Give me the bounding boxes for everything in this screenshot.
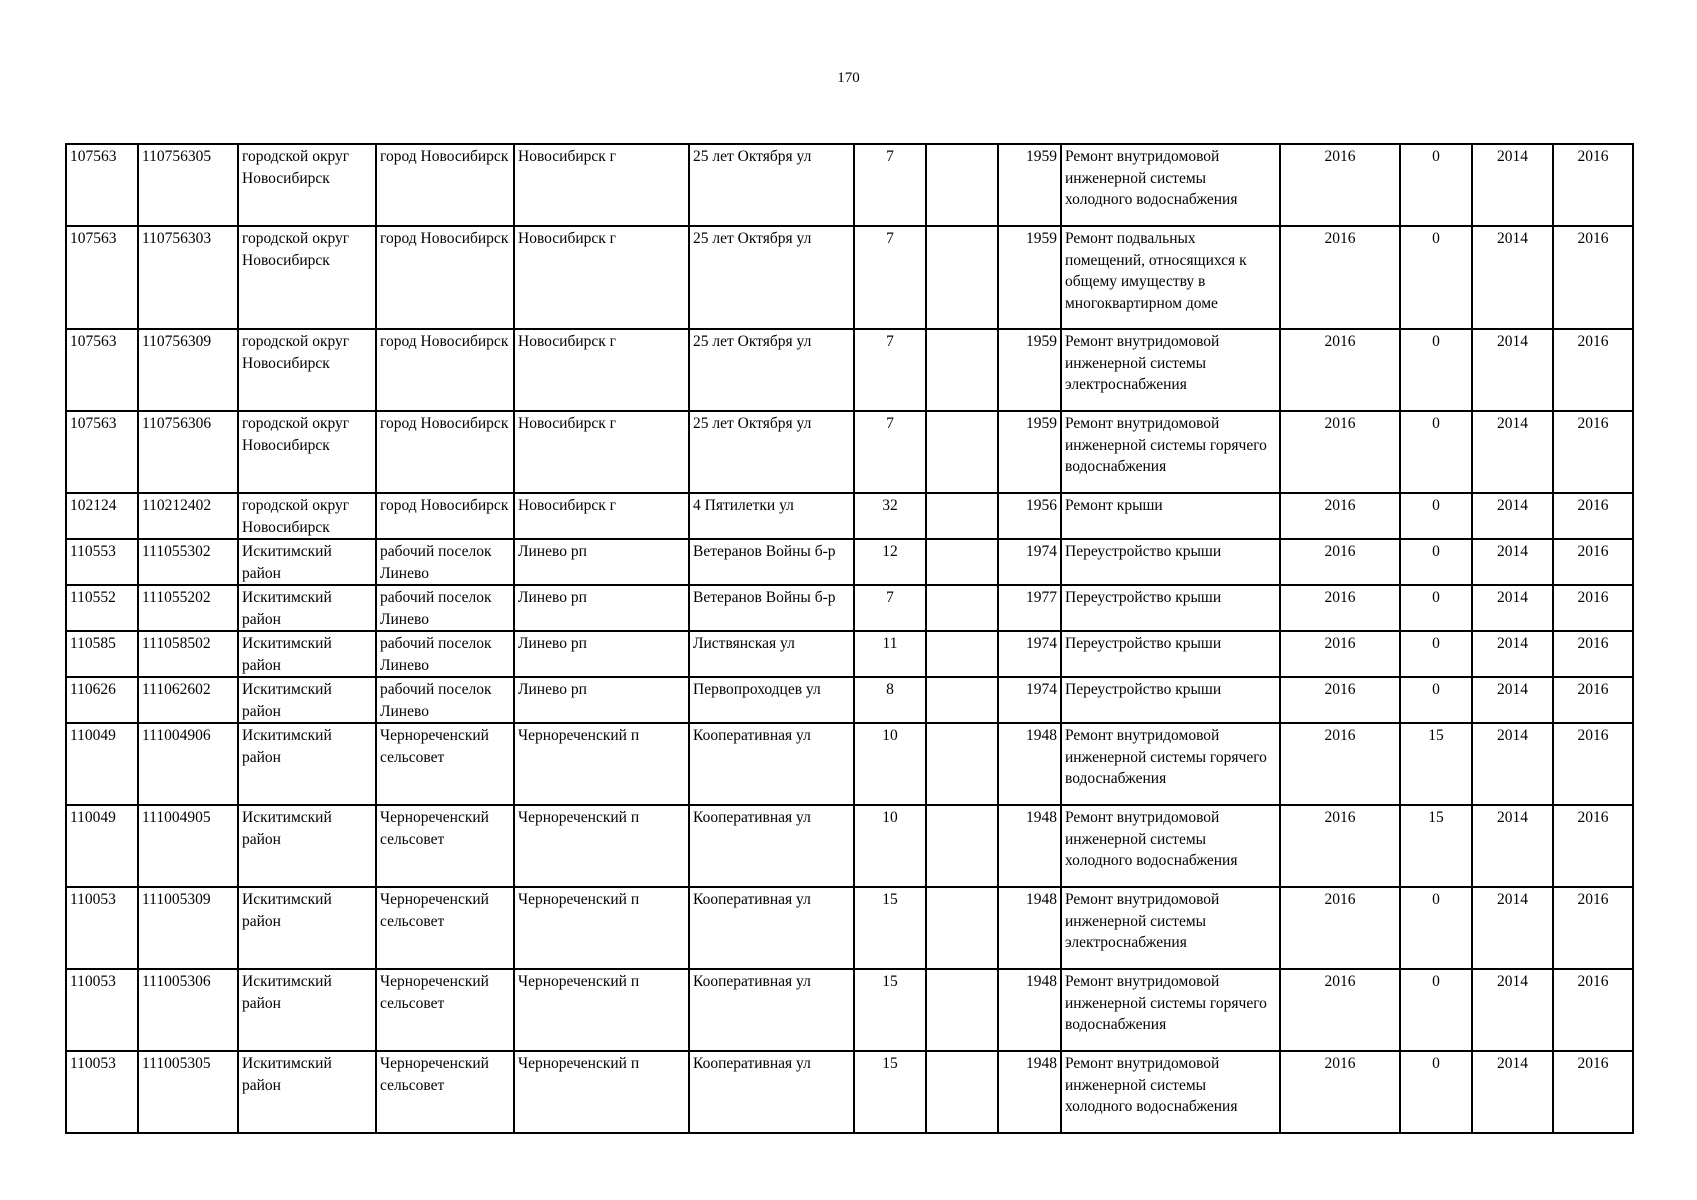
table-row — [66, 677, 1633, 723]
cell-period-start: 2014 — [1472, 723, 1553, 805]
cell-plan-year: 2016 — [1280, 585, 1400, 631]
cell-work-type: Ремонт внутридомовой инженерной системы холодного водоснабжения — [1061, 1051, 1280, 1133]
table-row — [66, 887, 1633, 969]
cell-plan-year: 2016 — [1280, 493, 1400, 539]
cell-settlement: город Новосибирск — [376, 411, 514, 493]
cell-year-built: 1956 — [998, 493, 1061, 539]
table-row — [66, 1051, 1633, 1133]
cell-house-number: 7 — [854, 585, 926, 631]
cell-object-id: 111055202 — [138, 585, 238, 631]
cell-house-id: 110553 — [66, 539, 138, 585]
cell-period-end: 2016 — [1553, 329, 1633, 411]
cell-house-id: 107563 — [66, 329, 138, 411]
registry-table — [65, 143, 1634, 1134]
cell-settlement: город Новосибирск — [376, 144, 514, 226]
cell-period-start: 2014 — [1472, 226, 1553, 329]
cell-street: 4 Пятилетки ул — [689, 493, 854, 539]
cell-street: Кооперативная ул — [689, 805, 854, 887]
cell-house-number: 15 — [854, 1051, 926, 1133]
cell-house-id: 110053 — [66, 969, 138, 1051]
cell-building — [926, 805, 998, 887]
cell-municipal-district: Искитимский район — [238, 1051, 376, 1133]
cell-building — [926, 677, 998, 723]
cell-period-end: 2016 — [1553, 539, 1633, 585]
cell-settlement: город Новосибирск — [376, 226, 514, 329]
cell-locality: Линево рп — [514, 677, 689, 723]
table-body — [66, 144, 1633, 1133]
cell-house-number: 11 — [854, 631, 926, 677]
cell-house-id: 110049 — [66, 723, 138, 805]
cell-street: Первопроходцев ул — [689, 677, 854, 723]
cell-settlement: город Новосибирск — [376, 493, 514, 539]
cell-settlement: Чернореченский сельсовет — [376, 969, 514, 1051]
cell-municipal-district: городской округ Новосибирск — [238, 411, 376, 493]
cell-municipal-district: Искитимский район — [238, 887, 376, 969]
cell-locality: Чернореченский п — [514, 887, 689, 969]
cell-flag-value: 0 — [1400, 144, 1472, 226]
cell-period-end: 2016 — [1553, 677, 1633, 723]
cell-object-id: 111004905 — [138, 805, 238, 887]
table-row — [66, 723, 1633, 805]
cell-plan-year: 2016 — [1280, 329, 1400, 411]
cell-plan-year: 2016 — [1280, 805, 1400, 887]
cell-municipal-district: Искитимский район — [238, 631, 376, 677]
cell-flag-value: 0 — [1400, 411, 1472, 493]
table-row — [66, 493, 1633, 539]
cell-flag-value: 0 — [1400, 969, 1472, 1051]
cell-street: Кооперативная ул — [689, 887, 854, 969]
cell-building — [926, 329, 998, 411]
cell-house-id: 102124 — [66, 493, 138, 539]
cell-street: Ветеранов Войны б-р — [689, 585, 854, 631]
cell-year-built: 1948 — [998, 969, 1061, 1051]
cell-locality: Новосибирск г — [514, 226, 689, 329]
cell-municipal-district: городской округ Новосибирск — [238, 329, 376, 411]
cell-settlement: рабочий поселок Линево — [376, 585, 514, 631]
cell-period-start: 2014 — [1472, 539, 1553, 585]
table-row — [66, 411, 1633, 493]
cell-period-end: 2016 — [1553, 805, 1633, 887]
table-row — [66, 226, 1633, 329]
cell-house-number: 7 — [854, 144, 926, 226]
cell-house-id: 110053 — [66, 887, 138, 969]
cell-period-start: 2014 — [1472, 329, 1553, 411]
cell-locality: Чернореченский п — [514, 1051, 689, 1133]
cell-street: 25 лет Октября ул — [689, 144, 854, 226]
cell-period-start: 2014 — [1472, 411, 1553, 493]
cell-plan-year: 2016 — [1280, 887, 1400, 969]
cell-house-number: 15 — [854, 887, 926, 969]
cell-street: Листвянская ул — [689, 631, 854, 677]
cell-flag-value: 0 — [1400, 887, 1472, 969]
cell-object-id: 110756306 — [138, 411, 238, 493]
cell-street: Ветеранов Войны б-р — [689, 539, 854, 585]
cell-locality: Чернореченский п — [514, 969, 689, 1051]
cell-building — [926, 1051, 998, 1133]
cell-period-start: 2014 — [1472, 1051, 1553, 1133]
cell-work-type: Ремонт внутридомовой инженерной системы горячего водоснабжения — [1061, 723, 1280, 805]
cell-building — [926, 411, 998, 493]
cell-plan-year: 2016 — [1280, 1051, 1400, 1133]
cell-work-type: Ремонт внутридомовой инженерной системы холодного водоснабжения — [1061, 805, 1280, 887]
cell-house-id: 110049 — [66, 805, 138, 887]
cell-house-id: 110626 — [66, 677, 138, 723]
cell-object-id: 111055302 — [138, 539, 238, 585]
cell-locality: Чернореченский п — [514, 805, 689, 887]
cell-street: 25 лет Октября ул — [689, 329, 854, 411]
cell-municipal-district: Искитимский район — [238, 805, 376, 887]
cell-year-built: 1974 — [998, 539, 1061, 585]
cell-flag-value: 0 — [1400, 1051, 1472, 1133]
cell-year-built: 1959 — [998, 329, 1061, 411]
cell-street: Кооперативная ул — [689, 969, 854, 1051]
cell-street: 25 лет Октября ул — [689, 411, 854, 493]
cell-plan-year: 2016 — [1280, 969, 1400, 1051]
cell-house-number: 7 — [854, 329, 926, 411]
cell-locality: Новосибирск г — [514, 411, 689, 493]
page-number: 170 — [837, 70, 860, 86]
cell-locality: Новосибирск г — [514, 144, 689, 226]
cell-plan-year: 2016 — [1280, 539, 1400, 585]
cell-work-type: Ремонт внутридомовой инженерной системы электроснабжения — [1061, 887, 1280, 969]
cell-house-number: 32 — [854, 493, 926, 539]
table-row — [66, 631, 1633, 677]
cell-plan-year: 2016 — [1280, 631, 1400, 677]
cell-period-end: 2016 — [1553, 144, 1633, 226]
cell-house-id: 107563 — [66, 226, 138, 329]
cell-year-built: 1974 — [998, 631, 1061, 677]
cell-house-number: 15 — [854, 969, 926, 1051]
cell-street: Кооперативная ул — [689, 723, 854, 805]
cell-house-number: 12 — [854, 539, 926, 585]
cell-municipal-district: городской округ Новосибирск — [238, 226, 376, 329]
cell-flag-value: 0 — [1400, 493, 1472, 539]
cell-building — [926, 723, 998, 805]
cell-building — [926, 226, 998, 329]
table-row — [66, 329, 1633, 411]
cell-settlement: Чернореченский сельсовет — [376, 723, 514, 805]
cell-work-type: Переустройство крыши — [1061, 539, 1280, 585]
table-row — [66, 585, 1633, 631]
cell-year-built: 1948 — [998, 1051, 1061, 1133]
cell-period-end: 2016 — [1553, 969, 1633, 1051]
cell-object-id: 110756309 — [138, 329, 238, 411]
cell-building — [926, 969, 998, 1051]
cell-period-start: 2014 — [1472, 887, 1553, 969]
cell-work-type: Ремонт внутридомовой инженерной системы электроснабжения — [1061, 329, 1280, 411]
cell-work-type: Ремонт крыши — [1061, 493, 1280, 539]
cell-work-type: Ремонт внутридомовой инженерной системы горячего водоснабжения — [1061, 969, 1280, 1051]
cell-building — [926, 585, 998, 631]
cell-flag-value: 0 — [1400, 677, 1472, 723]
cell-plan-year: 2016 — [1280, 226, 1400, 329]
cell-period-end: 2016 — [1553, 493, 1633, 539]
cell-plan-year: 2016 — [1280, 144, 1400, 226]
cell-period-end: 2016 — [1553, 631, 1633, 677]
cell-work-type: Ремонт подвальных помещений, относящихся к общему имуществу в многоквартирном доме — [1061, 226, 1280, 329]
cell-work-type: Переустройство крыши — [1061, 677, 1280, 723]
cell-flag-value: 0 — [1400, 539, 1472, 585]
cell-year-built: 1948 — [998, 723, 1061, 805]
table-row — [66, 805, 1633, 887]
cell-year-built: 1977 — [998, 585, 1061, 631]
cell-house-number: 8 — [854, 677, 926, 723]
table-row — [66, 539, 1633, 585]
cell-locality: Линево рп — [514, 631, 689, 677]
cell-flag-value: 0 — [1400, 226, 1472, 329]
cell-house-id: 110552 — [66, 585, 138, 631]
cell-house-number: 7 — [854, 411, 926, 493]
cell-object-id: 111004906 — [138, 723, 238, 805]
cell-street: Кооперативная ул — [689, 1051, 854, 1133]
cell-settlement: Чернореченский сельсовет — [376, 887, 514, 969]
cell-locality: Линево рп — [514, 585, 689, 631]
cell-flag-value: 0 — [1400, 329, 1472, 411]
cell-year-built: 1959 — [998, 144, 1061, 226]
cell-building — [926, 144, 998, 226]
cell-municipal-district: Искитимский район — [238, 585, 376, 631]
cell-period-end: 2016 — [1553, 411, 1633, 493]
cell-period-end: 2016 — [1553, 887, 1633, 969]
cell-plan-year: 2016 — [1280, 677, 1400, 723]
cell-settlement: рабочий поселок Линево — [376, 677, 514, 723]
cell-plan-year: 2016 — [1280, 411, 1400, 493]
cell-period-start: 2014 — [1472, 677, 1553, 723]
cell-house-number: 10 — [854, 805, 926, 887]
cell-municipal-district: городской округ Новосибирск — [238, 493, 376, 539]
cell-locality: Новосибирск г — [514, 329, 689, 411]
cell-period-end: 2016 — [1553, 226, 1633, 329]
cell-settlement: рабочий поселок Линево — [376, 631, 514, 677]
table-row — [66, 144, 1633, 226]
cell-settlement: Чернореченский сельсовет — [376, 805, 514, 887]
cell-municipal-district: городской округ Новосибирск — [238, 144, 376, 226]
cell-year-built: 1959 — [998, 411, 1061, 493]
cell-year-built: 1959 — [998, 226, 1061, 329]
cell-year-built: 1974 — [998, 677, 1061, 723]
cell-period-start: 2014 — [1472, 631, 1553, 677]
cell-municipal-district: Искитимский район — [238, 539, 376, 585]
cell-settlement: Чернореченский сельсовет — [376, 1051, 514, 1133]
cell-period-end: 2016 — [1553, 1051, 1633, 1133]
cell-object-id: 111058502 — [138, 631, 238, 677]
cell-flag-value: 0 — [1400, 585, 1472, 631]
cell-year-built: 1948 — [998, 805, 1061, 887]
cell-object-id: 111062602 — [138, 677, 238, 723]
cell-house-id: 107563 — [66, 411, 138, 493]
cell-locality: Линево рп — [514, 539, 689, 585]
cell-building — [926, 539, 998, 585]
cell-period-end: 2016 — [1553, 723, 1633, 805]
cell-period-start: 2014 — [1472, 144, 1553, 226]
cell-plan-year: 2016 — [1280, 723, 1400, 805]
cell-municipal-district: Искитимский район — [238, 677, 376, 723]
cell-object-id: 111005306 — [138, 969, 238, 1051]
cell-municipal-district: Искитимский район — [238, 969, 376, 1051]
cell-work-type: Ремонт внутридомовой инженерной системы горячего водоснабжения — [1061, 411, 1280, 493]
cell-period-start: 2014 — [1472, 585, 1553, 631]
cell-flag-value: 15 — [1400, 805, 1472, 887]
cell-object-id: 111005305 — [138, 1051, 238, 1133]
cell-object-id: 110756305 — [138, 144, 238, 226]
cell-house-number: 10 — [854, 723, 926, 805]
cell-flag-value: 0 — [1400, 631, 1472, 677]
cell-street: 25 лет Октября ул — [689, 226, 854, 329]
cell-work-type: Переустройство крыши — [1061, 631, 1280, 677]
cell-municipal-district: Искитимский район — [238, 723, 376, 805]
cell-object-id: 111005309 — [138, 887, 238, 969]
cell-house-id: 107563 — [66, 144, 138, 226]
cell-period-start: 2014 — [1472, 969, 1553, 1051]
cell-locality: Чернореченский п — [514, 723, 689, 805]
cell-period-start: 2014 — [1472, 493, 1553, 539]
cell-period-start: 2014 — [1472, 805, 1553, 887]
cell-settlement: город Новосибирск — [376, 329, 514, 411]
cell-building — [926, 887, 998, 969]
cell-year-built: 1948 — [998, 887, 1061, 969]
table-row — [66, 969, 1633, 1051]
cell-flag-value: 15 — [1400, 723, 1472, 805]
cell-settlement: рабочий поселок Линево — [376, 539, 514, 585]
cell-work-type: Переустройство крыши — [1061, 585, 1280, 631]
cell-house-number: 7 — [854, 226, 926, 329]
cell-work-type: Ремонт внутридомовой инженерной системы холодного водоснабжения — [1061, 144, 1280, 226]
cell-house-id: 110585 — [66, 631, 138, 677]
cell-period-end: 2016 — [1553, 585, 1633, 631]
cell-building — [926, 631, 998, 677]
cell-house-id: 110053 — [66, 1051, 138, 1133]
cell-locality: Новосибирск г — [514, 493, 689, 539]
cell-object-id: 110212402 — [138, 493, 238, 539]
cell-object-id: 110756303 — [138, 226, 238, 329]
cell-building — [926, 493, 998, 539]
